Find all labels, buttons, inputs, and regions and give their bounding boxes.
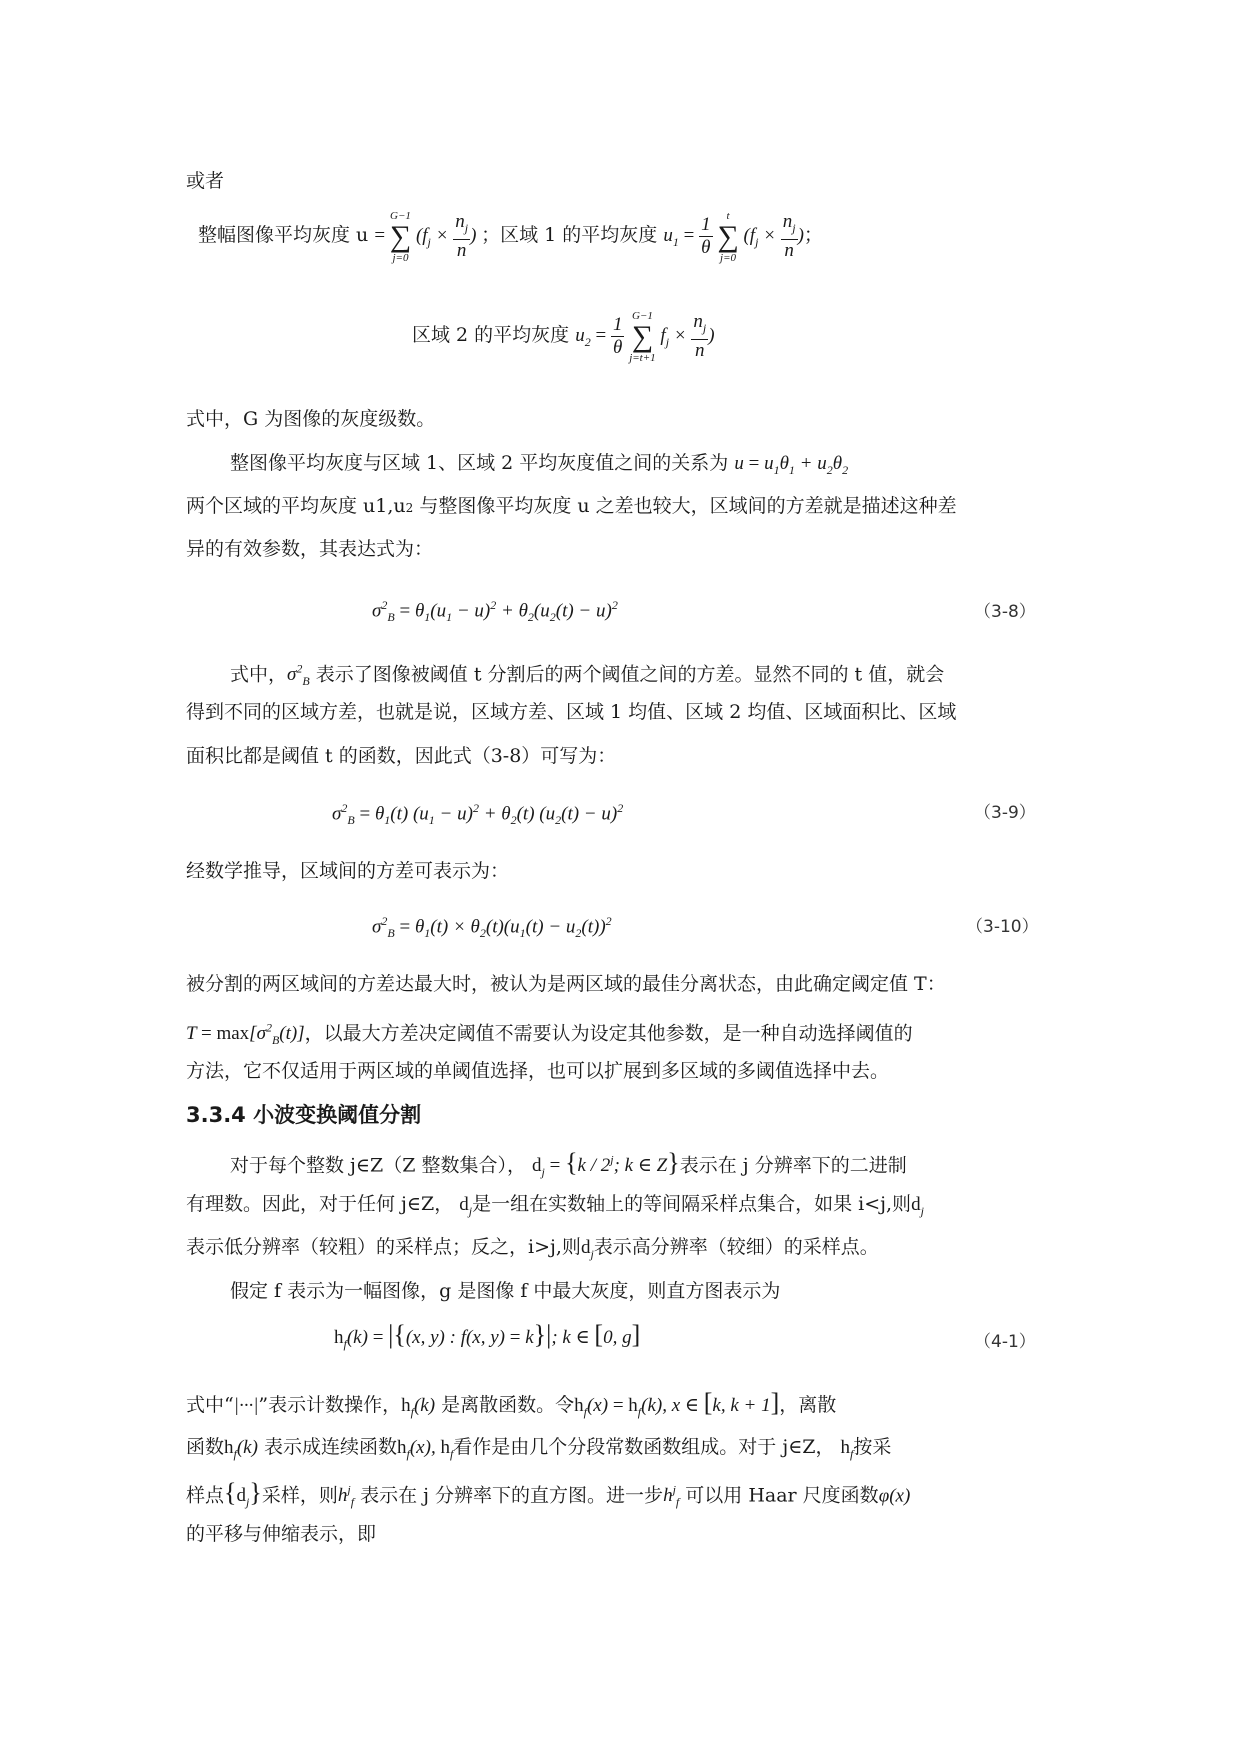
formula-region2-mean [412,305,715,372]
formula-dj-set: $\{d_j\}$ [224,1478,262,1510]
text: 得到不同的区域方差，也就是说，区域方差、区域 1 均值、区域 2 均值、区域面积比、区域 [186,701,957,723]
paragraph-g [186,406,435,432]
text: 被分割的两区域间的方差达最大时，被认为是两区域的最佳分离状态，由此确定阈定值 T： [186,973,946,995]
paragraph-count-1 [186,1390,836,1425]
equation-3-8: $\sigma^2_B = \theta_1(u_1 - u)^2 + \theta_2(u_2(t) - u)^2$ [372,598,618,625]
text: 异的有效参数，其表达式为： [186,538,434,560]
text: ； [803,224,823,246]
formula-dj-inline: $d_j$ [911,1194,924,1218]
text: 经数学推导，区域间的方差可表示为： [186,860,510,882]
text: 表示高分辨率（较细）的采样点。 [593,1236,879,1258]
equation-number-3-8: （3-8） [974,602,1036,622]
text: 式中“ [186,1394,234,1416]
equation-3-10: $\sigma^2_B = \theta_1(t) \times \theta_2(t)(u_1(t) - u_2(t))^2$ [372,914,612,941]
paragraph-sigma-2 [186,699,956,725]
text: 表示成连续函数 [264,1436,398,1458]
text: 两个区域的平均灰度 u [186,495,376,517]
paragraph-sigma-3 [186,743,616,769]
count-operator: |···| [233,1395,259,1416]
text: ，以最大方差决定阈值不需要认为设定其他参数，是一种自动选择阈值的 [304,1022,913,1045]
sigma-symbol: $\sigma^2_B$ [287,662,310,689]
paragraph-sigma-1 [230,656,944,694]
paragraph-max-1 [186,971,946,997]
text: 是离散函数。令 [441,1394,575,1416]
formula-eq: = G−1 ∑ j=0 ($f_j$ × $\frac{n_j}{n}$ ) [374,209,482,264]
paragraph-or [186,168,224,194]
text: 的平移与伸缩表示，即 [186,1523,377,1545]
paragraph-histogram [230,1278,780,1304]
formula-eq-u1: $u_1$ = $\frac{1}{\theta}$ t ∑ j=0 ($f_j$ × $\frac{n_j}{n}$ ) [663,209,804,264]
text: 面积比都是阈值 t 的函数，因此式（3-8）可写为： [186,745,617,767]
paragraph-count-2 [186,1434,891,1467]
text: 表示了图像被阈值 t 分割后的两个阈值之间的方差。显然不同的 t 值，就会 [315,663,945,686]
paragraph-last [186,1521,376,1547]
text: ”表示计数操作， [258,1394,402,1416]
text: 表示在 j 分辨率下的直方图。进一步 [360,1484,664,1507]
equation-number-3-9: （3-9） [974,803,1036,823]
text: 表示在 j 分辨率下的二进制 [679,1154,907,1177]
paragraph-integer-3 [186,1234,879,1267]
text: 式中， [230,663,288,686]
formula-label-total: 整幅图像平均灰度 u [198,224,369,246]
equation-number-4-1: （4-1） [974,1332,1036,1352]
summation: G−1 ∑ j=0 [389,209,412,264]
text: 有理数。因此，对于任何 j∈Z， [186,1193,454,1215]
formula-mean-gray [198,205,823,272]
formula-T-max: $T = \max[\sigma^2_B(t)]$ [186,1021,305,1048]
text: ，离散 [779,1394,837,1416]
section-heading: 3.3.4 小波变换阈值分割 [186,1103,422,1127]
formula-hf-k: $h_f(k)$ [401,1395,436,1419]
text: 是一组在实数轴上的等间隔采样点集合，如果 i<j,则 [472,1193,912,1215]
formula-dj-inline: $d_j$ [580,1237,594,1261]
formula-eq-u2: $u_2$ = $\frac{1}{\theta}$ G−1 ∑ j=t+1 $f_j$ × $\frac{n_j}{n}$ ) [575,309,715,364]
text: 可以用 Haar 尺度函数 [685,1484,879,1507]
equation-number-3-10: （3-10） [966,917,1039,937]
text: 对于每个整数 j∈Z（Z 整数集合）， [230,1154,526,1177]
text: 与整图像平均灰度 u 之差也较大，区域间的方差就是描述这种差 [419,495,957,517]
paragraph-integer-2 [186,1191,924,1224]
text: 整图像平均灰度与区域 1、区域 2 平均灰度值之间的关系为 [230,452,729,474]
formula-hjf: $h^j_f$ [337,1483,355,1510]
text: 表示低分辨率（较粗）的采样点；反之，i>j,则 [186,1236,581,1258]
text: 样点 [186,1484,225,1507]
paragraph-count-3 [186,1477,910,1515]
formula-hjf: $h^j_f$ [663,1483,680,1510]
text: 或者 [186,170,225,192]
text: 看作是由几个分段常数函数组成。对于 j∈Z， [453,1436,835,1458]
formula-dj-inline: $d_j$ [459,1194,473,1218]
paragraph-integer-1 [230,1147,907,1185]
paragraph-diff-1: 两个区域的平均灰度 u1,u2 与整图像平均灰度 u 之差也较大，区域间的方差就是描述这种差 [186,495,957,517]
paragraph-diff-2 [186,536,433,562]
text: 采样，则 [261,1484,338,1507]
equation-3-9: $\sigma^2_B = \theta_1(t) (u_1 - u)^2 + \theta_2(t) (u_2(t) - u)^2$ [332,801,624,828]
formula-phi: φ(x) [878,1485,911,1507]
formula-dj: $d_j = \{k / 2^j$; k ∈ Z} [532,1148,680,1180]
formula-label-region1: ；区域 1 的平均灰度 [481,224,658,246]
paragraph-relation [230,450,848,483]
text: 方法，它不仅适用于两区域的单阈值选择，也可以扩展到多区域的多阈值选择中去。 [186,1060,890,1082]
equation-4-1: $h_f(k) = |\{(x$, y) : f(x, y) = k}|; k ∈ [0, g] [334,1320,641,1351]
formula-hf: $h_f$ [840,1437,854,1461]
paragraph-max-2 [186,1015,913,1053]
paragraph-derive [186,858,509,884]
paragraph-max-3 [186,1058,889,1084]
formula-hf-x: $h_f(x) = h_f(k)$, x ∈ [k, k + 1] [574,1388,780,1419]
text: 按采 [853,1436,892,1458]
text: 函数 [186,1436,225,1458]
formula-label-region2: 区域 2 的平均灰度 [412,324,570,346]
text: 假定 f 表示为一幅图像，g 是图像 f 中最大灰度，则直方图表示为 [230,1280,781,1302]
formula-hf-x: $h_f(x)$, $h_f$ [397,1437,454,1461]
formula-hf-k: $h_f(k)$ [224,1437,258,1461]
formula-relation: $u = u_1\theta_1 + u_2\theta_2$ [734,453,849,477]
text: 式中，G 为图像的灰度级数。 [186,408,436,430]
